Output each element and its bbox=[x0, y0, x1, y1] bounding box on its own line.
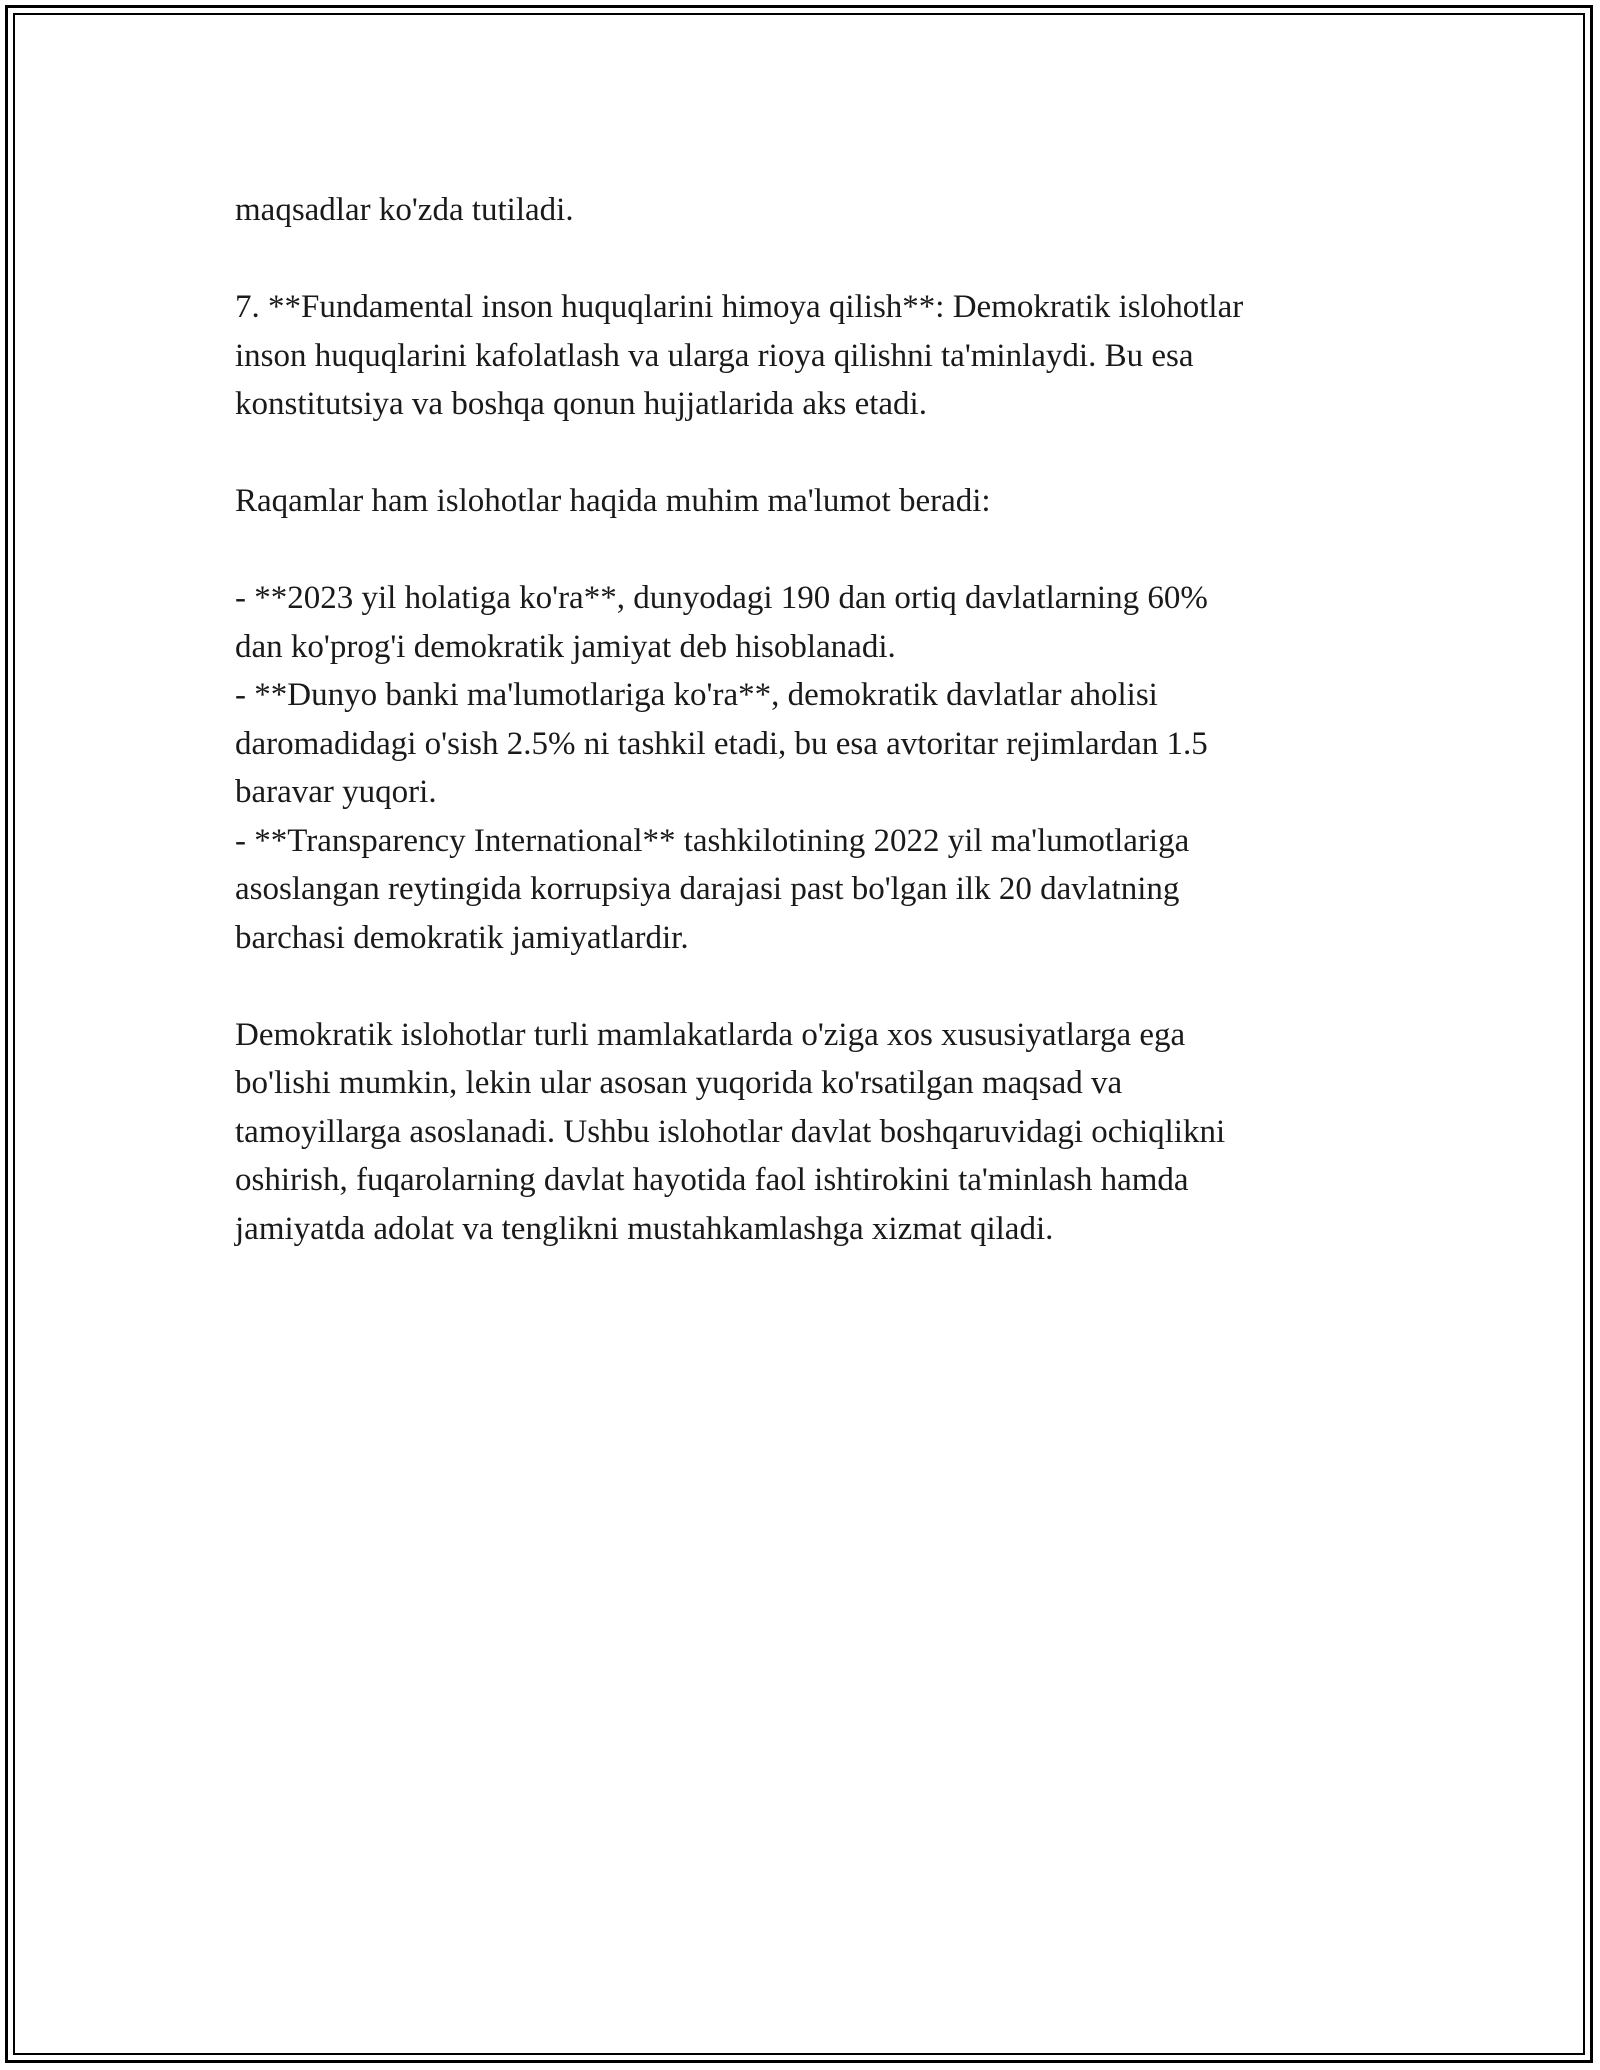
text-line: bo'lishi mumkin, lekin ular asosan yuqorida ko'rsatilgan maqsad va bbox=[235, 1065, 1123, 1101]
text-line: jamiyatda adolat va tenglikni mustahkamlashga xizmat qiladi. bbox=[235, 1210, 1054, 1247]
list-item-line: - **Dunyo banki ma'lumotlariga ko'ra**, demokratik davlatlar aholisi bbox=[235, 677, 1158, 713]
list-item-line: baravar yuqori. bbox=[235, 774, 437, 810]
text-line: tamoyillarga asoslanadi. Ushbu islohotlar davlat boshqaruvidagi ochiqlikni bbox=[235, 1113, 1226, 1150]
list-item-line: dan ko'prog'i demokratik jamiyat deb hisoblanadi. bbox=[235, 628, 896, 665]
list-item-line: - **Transparency International** tashkilotining 2022 yil ma'lumotlariga bbox=[235, 822, 1190, 859]
paragraph-gap bbox=[235, 429, 1375, 478]
text-line: inson huquqlarini kafolatlash va ularga rioya qilishni ta'minlaydi. Bu esa bbox=[235, 337, 1194, 374]
list-item-line: asoslangan reytingida korrupsiya darajasi past bo'lgan ilk 20 davlatning bbox=[235, 871, 1180, 907]
list-item-line: - **2023 yil holatiga ko'ra**, dunyodagi 190 dan ortiq davlatlarning 60% bbox=[235, 580, 1208, 616]
text-line: maqsadlar ko'zda tutiladi. bbox=[235, 192, 574, 228]
paragraph-statistics-intro bbox=[235, 477, 1375, 526]
paragraph-continuation bbox=[235, 186, 1375, 235]
text-line: konstitutsiya va boshqa qonun hujjatlarida aks etadi. bbox=[235, 386, 927, 422]
text-line: Demokratik islohotlar turli mamlakatlarda o'ziga xos xususiyatlarga ega bbox=[235, 1016, 1186, 1053]
list-item-line: barchasi demokratik jamiyatlardir. bbox=[235, 919, 689, 956]
paragraph-gap bbox=[235, 526, 1375, 575]
text-line: oshirish, fuqarolarning davlat hayotida faol ishtirokini ta'minlash hamda bbox=[235, 1162, 1189, 1198]
paragraph-human-rights bbox=[235, 283, 1375, 429]
paragraph-conclusion bbox=[235, 1011, 1375, 1254]
paragraph-gap bbox=[235, 962, 1375, 1011]
document-body bbox=[235, 186, 1375, 1253]
text-line: 7. **Fundamental inson huquqlarini himoya qilish**: Demokratik islohotlar bbox=[235, 289, 1244, 325]
statistics-list bbox=[235, 574, 1375, 962]
list-item-line: daromadidagi o'sish 2.5% ni tashkil etadi, bu esa avtoritar rejimlardan 1.5 bbox=[235, 725, 1208, 762]
text-line: Raqamlar ham islohotlar haqida muhim ma'lumot beradi: bbox=[235, 483, 991, 519]
paragraph-gap bbox=[235, 235, 1375, 284]
